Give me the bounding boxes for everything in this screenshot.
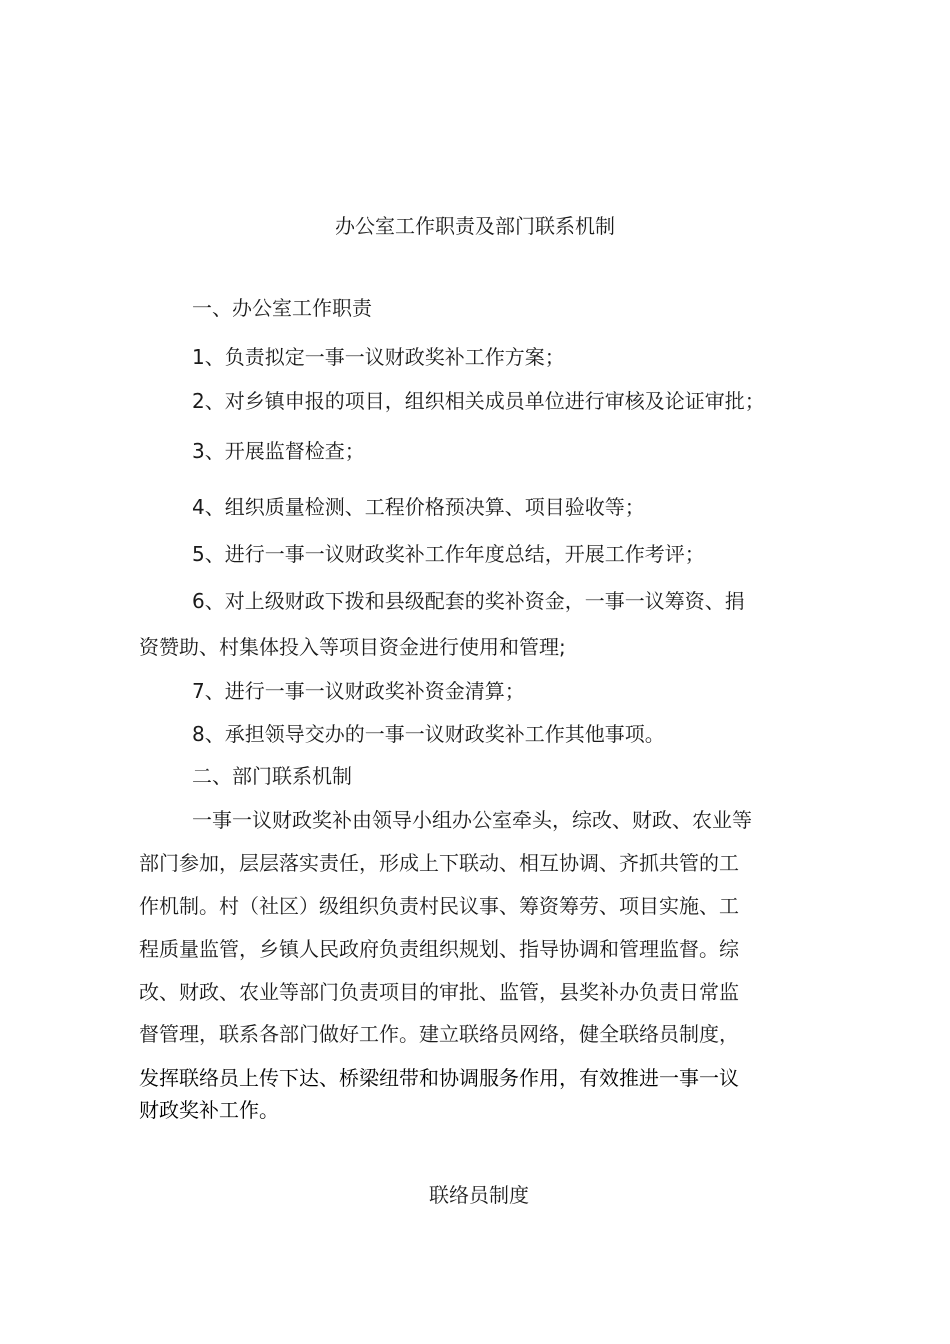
section-heading: 一、办公室工作职责 <box>192 296 372 320</box>
list-item: 1、负责拟定一事一议财政奖补工作方案； <box>192 345 565 369</box>
list-item: 3、开展监督检查； <box>192 439 365 463</box>
paragraph-line: 程质量监管，乡镇人民政府负责组织规划、指导协调和管理监督。综 <box>139 937 739 961</box>
paragraph-line: 部门参加，层层落实责任，形成上下联动、相互协调、齐抓共管的工 <box>139 851 739 875</box>
paragraph-line: 发挥联络员上传下达、桥梁纽带和协调服务作用，有效推进一事一议 <box>139 1066 739 1090</box>
list-item: 4、组织质量检测、工程价格预决算、项目验收等； <box>192 495 645 519</box>
document-title: 办公室工作职责及部门联系机制 <box>335 214 615 238</box>
paragraph-line: 一事一议财政奖补由领导小组办公室牵头，综改、财政、农业等 <box>192 808 752 832</box>
list-item: 5、进行一事一议财政奖补工作年度总结，开展工作考评； <box>192 542 705 566</box>
section-subtitle: 联络员制度 <box>429 1183 529 1207</box>
list-item-continuation: 资赞助、村集体投入等项目资金进行使用和管理; <box>139 635 566 659</box>
paragraph-line: 改、财政、农业等部门负责项目的审批、监管，县奖补办负责日常监 <box>139 980 739 1004</box>
paragraph-line: 作机制。村（社区）级组织负责村民议事、筹资筹劳、项目实施、工 <box>139 894 739 918</box>
list-item: 6、对上级财政下拨和县级配套的奖补资金，一事一议筹资、捐 <box>192 589 745 613</box>
paragraph-line: 财政奖补工作。 <box>139 1098 279 1122</box>
list-item: 2、对乡镇申报的项目，组织相关成员单位进行审核及论证审批； <box>192 389 765 413</box>
section-heading: 二、部门联系机制 <box>192 764 352 788</box>
list-item: 7、进行一事一议财政奖补资金清算； <box>192 679 525 703</box>
list-item: 8、承担领导交办的一事一议财政奖补工作其他事项。 <box>192 722 665 746</box>
paragraph-line: 督管理，联系各部门做好工作。建立联络员网络，健全联络员制度， <box>139 1022 739 1046</box>
